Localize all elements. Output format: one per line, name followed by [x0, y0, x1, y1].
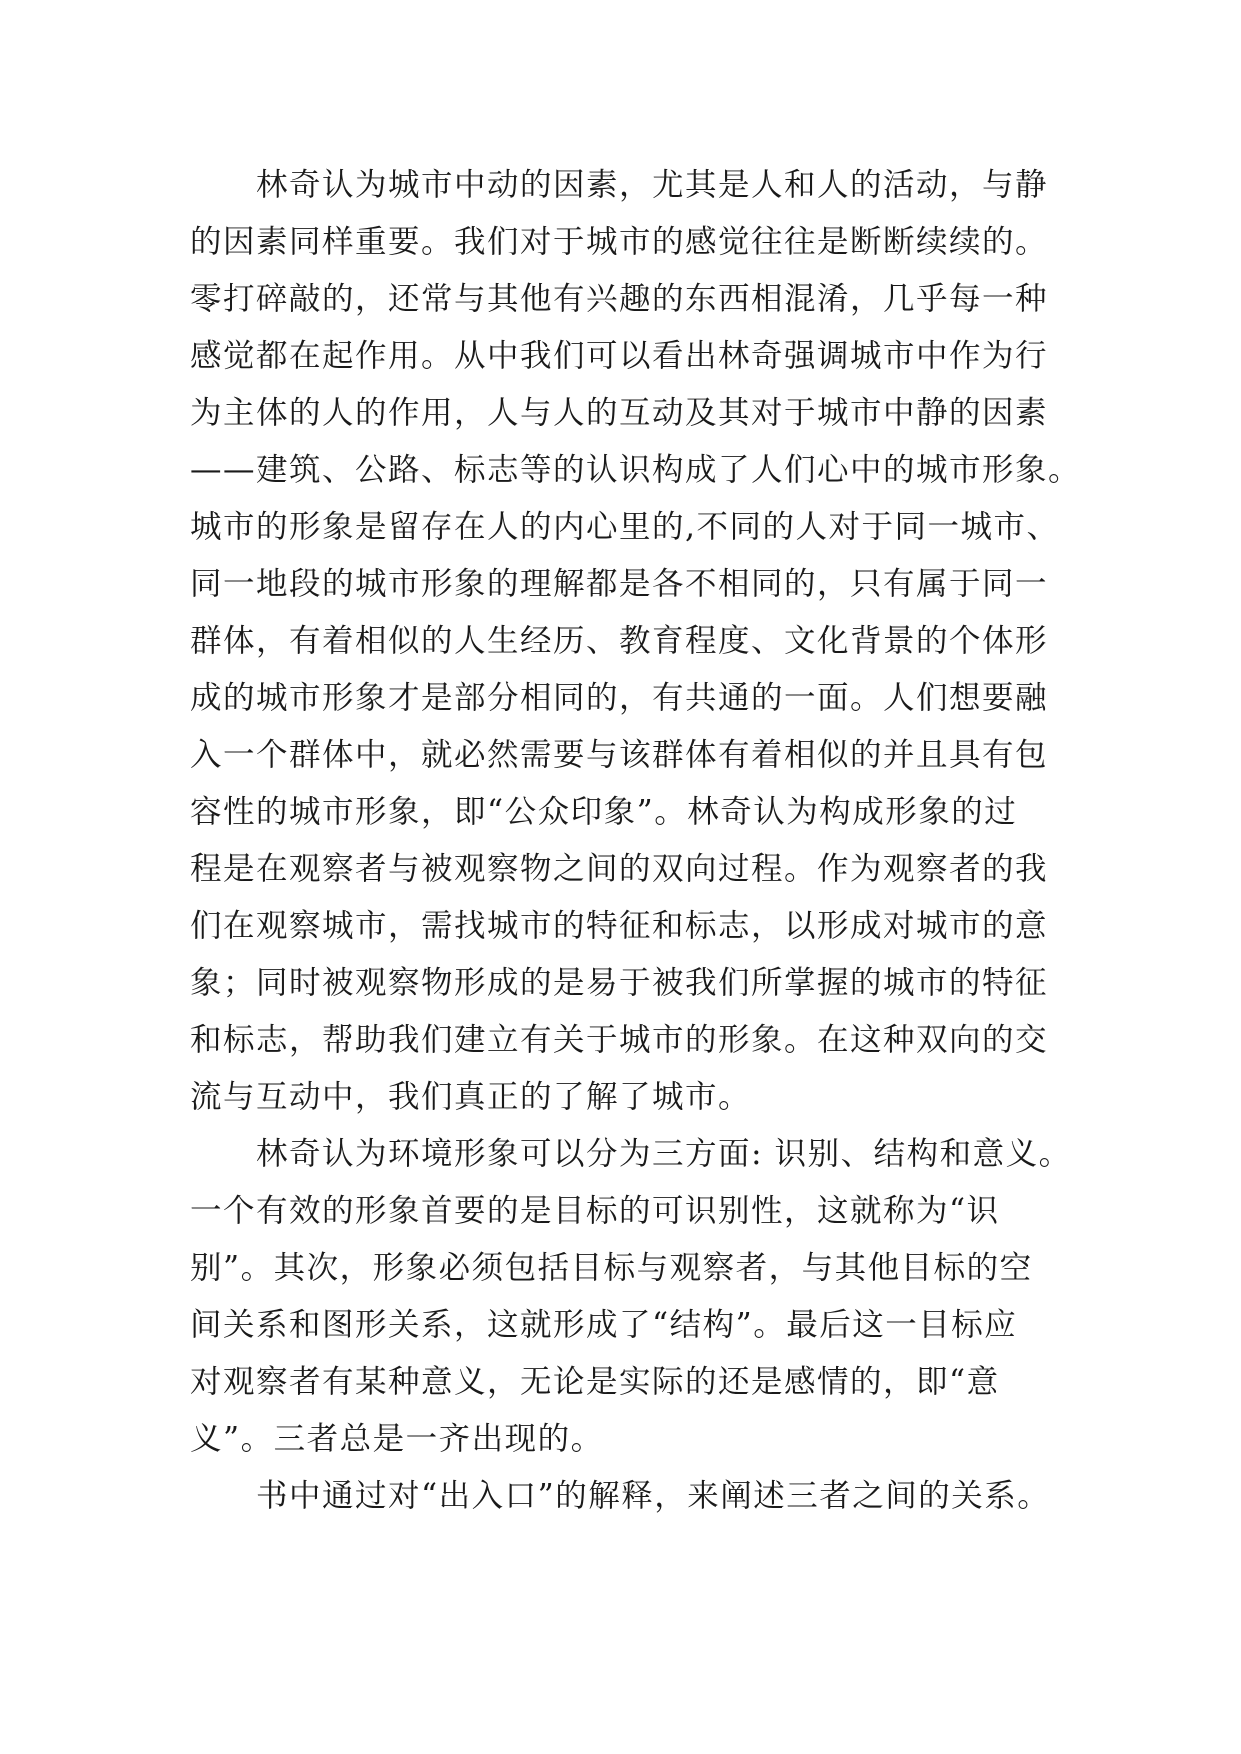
text-line: 成的城市形象才是部分相同的，有共通的一面。人们想要融	[190, 680, 1049, 716]
text-line: 对观察者有某种意义，无论是实际的还是感情的，即“意	[190, 1364, 1000, 1400]
text-line: 象；同时被观察物形成的是易于被我们所掌握的城市的特征	[190, 965, 1049, 1001]
text-line: 一个有效的形象首要的是目标的可识别性，这就称为“识	[190, 1193, 1000, 1229]
text-line: 流与互动中，我们真正的了解了城市。	[190, 1079, 752, 1115]
text-line: 们在观察城市，需找城市的特征和标志，以形成对城市的意	[190, 908, 1049, 944]
text-line: 别”。其次，形象必须包括目标与观察者，与其他目标的空	[190, 1250, 1033, 1286]
text-line: 林奇认为城市中动的因素，尤其是人和人的活动，与静	[256, 167, 1049, 203]
text-line: 感觉都在起作用。从中我们可以看出林奇强调城市中作为行	[190, 338, 1049, 374]
text-line: 的因素同样重要。我们对于城市的感觉往往是断断续续的。	[190, 224, 1049, 260]
text-line: 义”。三者总是一齐出现的。	[190, 1421, 604, 1457]
text-line: 零打碎敲的，还常与其他有兴趣的东西相混淆，几乎每一种	[190, 281, 1049, 317]
text-line: 入一个群体中，就必然需要与该群体有着相似的并且具有包	[190, 737, 1049, 773]
text-line: 书中通过对“出入口”的解释，来阐述三者之间的关系。	[256, 1478, 1051, 1514]
text-line: 林奇认为环境形象可以分为三方面: 识别、结构和意义。	[256, 1136, 1072, 1172]
text-line: 为主体的人的作用，人与人的互动及其对于城市中静的因素	[190, 395, 1049, 431]
text-line: 间关系和图形关系，这就形成了“结构”。最后这一目标应	[190, 1307, 1018, 1343]
text-line: 程是在观察者与被观察物之间的双向过程。作为观察者的我	[190, 851, 1049, 887]
text-line: ——建筑、公路、标志等的认识构成了人们心中的城市形象。	[190, 452, 1082, 488]
text-line: 群体，有着相似的人生经历、教育程度、文化背景的个体形	[190, 623, 1049, 659]
text-line: 容性的城市形象，即“公众印象”。林奇认为构成形象的过	[190, 794, 1018, 830]
text-line: 城市的形象是留存在人的内心里的,不同的人对于同一城市、	[190, 509, 1060, 545]
text-line: 同一地段的城市形象的理解都是各不相同的，只有属于同一	[190, 566, 1049, 602]
text-line: 和标志，帮助我们建立有关于城市的形象。在这种双向的交	[190, 1022, 1049, 1058]
